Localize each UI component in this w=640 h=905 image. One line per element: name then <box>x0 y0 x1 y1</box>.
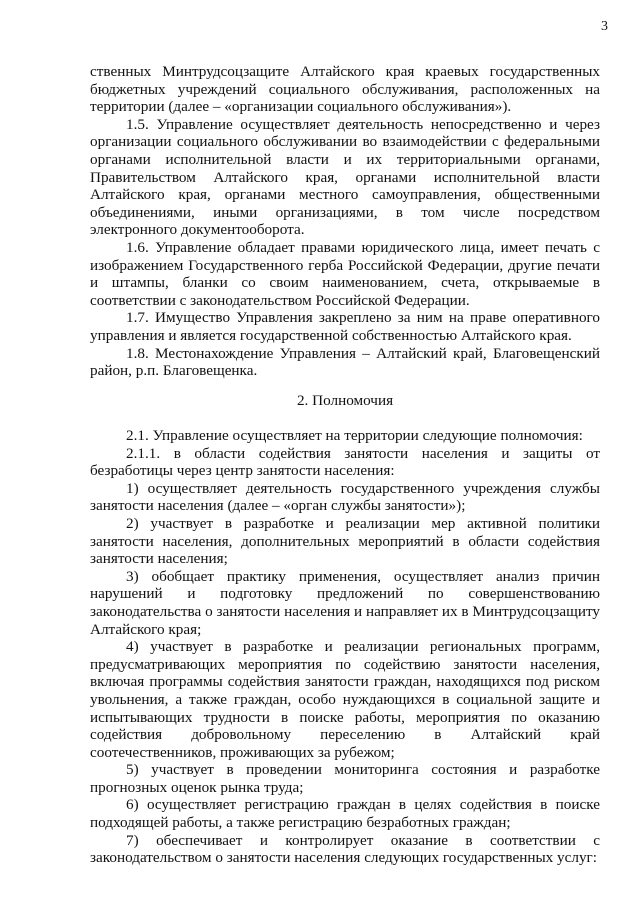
list-item-5: 5) участвует в проведении мониторинга состояния и разработке прогнозных оценок рынка труда; <box>90 761 600 796</box>
list-item-1: 1) осуществляет деятельность государственного учреждения службы занятости населения (далее – «орган службы занятости»); <box>90 479 600 515</box>
list-item-6: 6) осуществляет регистрацию граждан в целях содействия в поиске подходящей работы, а также регистрацию безработных граждан; <box>90 796 600 832</box>
list-item-2: 2) участвует в разработке и реализации мер активной политики занятости населения, дополнительных мероприятий в области содействия занятости населения; <box>90 514 600 568</box>
paragraph-1-8: 1.8. Местонахождение Управления – Алтайский край, Благовещенский район, р.п. Благовещенка. <box>90 344 600 380</box>
list-item-4: 4) участвует в разработке и реализации региональных программ, предусматривающих мероприятия по содействию занятости населения, включая программы содействия занятости граждан, находящихся под риском увольнения, а также граждан, особо нуждающихся в социальной защите и испытывающих трудности в поиске работы, мероприятия по оказанию содействия добровольному переселению в Алтайский край соотечественников, проживающих за рубежом; <box>90 638 600 761</box>
paragraph-1-5: 1.5. Управление осуществляет деятельность непосредственно и через организации социального обслуживании во взаимодействии с федеральными органами исполнительной власти и их территориальными органами, Правительством Алтайского края, органами исполнительной власти Алтайского края, органами местного самоуправления, общественными объединениями, иными организациями, в том числе посредством электронного документооборота. <box>90 115 600 239</box>
paragraph-2-1: 2.1. Управление осуществляет на территории следующие полномочия: <box>126 427 583 444</box>
continued-paragraph: ственных Минтрудсоцзащите Алтайского края краевых государственных бюджетных учреждений социального обслуживания, расположенных на территории (далее – «организации социального обслуживания»). <box>90 63 600 116</box>
paragraph-1-6: 1.6. Управление обладает правами юридического лица, имеет печать с изображением Государственного герба Российской Федерации, другие печати и штампы, бланки со своим наименованием, счета, открываемые в соответствии с законодательством Российской Федерации. <box>90 238 600 309</box>
paragraph-1-7: 1.7. Имущество Управления закреплено за ним на праве оперативного управления и является государственной собственностью Алтайского края. <box>90 309 600 344</box>
list-item-7: 7) обеспечивает и контролирует оказание в соответствии с законодательством о занятости населения следующих государственных услуг: <box>90 831 600 867</box>
paragraph-2-1-1: 2.1.1. в области содействия занятости населения и защиты от безработицы через центр занятости населения: <box>90 444 600 480</box>
page-number: 3 <box>601 19 608 34</box>
section-heading: 2. Полномочия <box>296 392 394 409</box>
section-text-block <box>90 427 600 867</box>
top-text-block <box>90 63 600 380</box>
list-item-3: 3) обобщает практику применения, осуществляет анализ причин нарушений и подготовку предложений по совершенствованию законодательства о занятости населения и направляет их в Минтрудсоцзащиту Алтайского края; <box>90 567 600 638</box>
